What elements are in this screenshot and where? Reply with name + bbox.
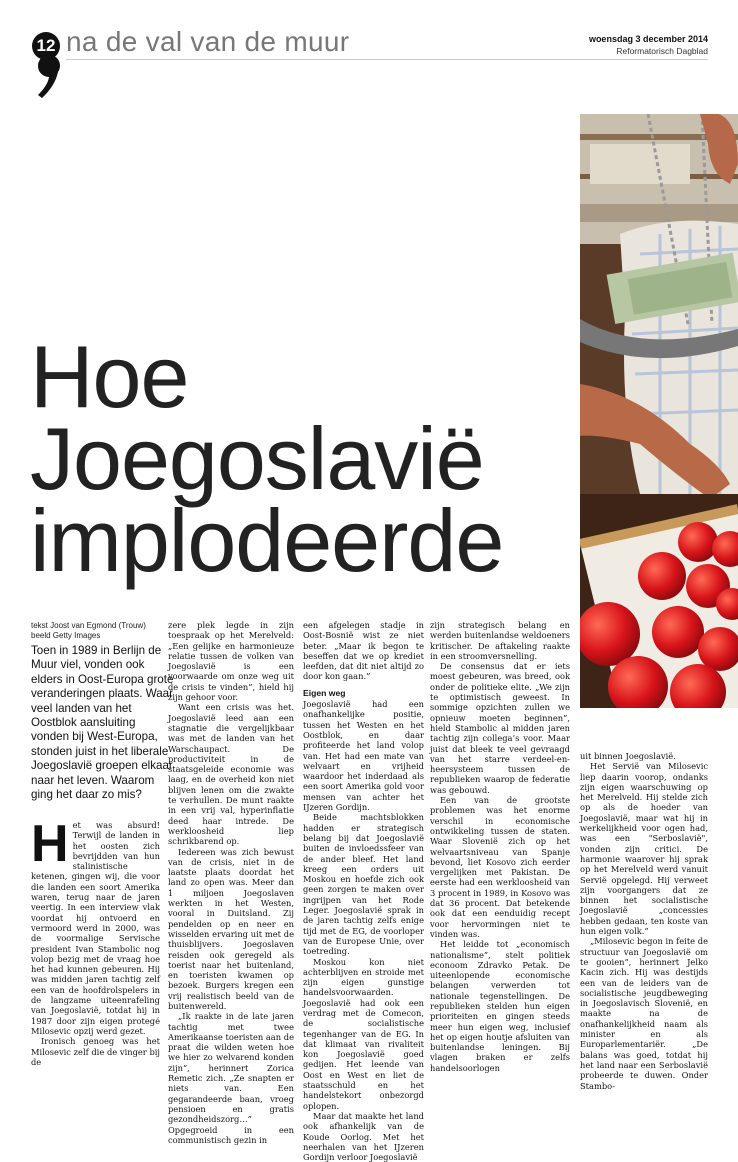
article-column-4: [430, 620, 570, 1073]
article-column-5: [580, 751, 708, 1091]
paragraph: Iedereen was zich bewust van de crisis, niet in de laatste plaats doordat het land zo open was. Meer dan 1 miljoen Joegoslaven werkten in het Westen, vooral in Duitsland. Zij pendelden op en neer en wisselden ervaring uit met de thuisblijvers. Joegoslaven reisden ook geregeld als toerist naar het buitenland, en toeristen kwamen op bezoek. Burgers kregen een vrij realistisch beeld van de buitenwereld.: [168, 846, 294, 1011]
dropcap: H: [31, 815, 69, 873]
paragraph: Het Servië van Milosevic liep daarin voorop, ondanks zijn eigen waarschuwing op het Merelveld. Hij stelde zich op als de hoeder van Joegoslavië, maar wat hij in werkelijkheid voor ogen had, was een "Serboslavië", vonden zijn critici. De harmonie waarover hij sprak op het Merelveld werd vanuit Servië opgelegd. Hij verweet zijn voorgangers dat ze binnen het socialistische Joegoslavië „concessies hebben gedaan, ten koste van hun eigen volk.”: [580, 761, 708, 937]
market-tomatoes-photo: [580, 114, 738, 708]
article-column-2: [168, 620, 294, 1145]
article-column-1: [31, 815, 160, 1067]
paragraph: „Milosevic begon in feite de structuur van Joegoslavië om te gooien”, herinnert Jelko Kacin zich. Hij was destijds een van de leiders van de socialistische jeugdbeweging in Joegoslavisch Slovenië, en maakte na de onafhankelijkheid naam als minister en als Europarlementariër. „De balans was goed, totdat hij het land naar een Serboslavië probeerde te duwen. Onder Stambo-: [580, 936, 708, 1091]
paragraph: uit binnen Joegoslavië.: [580, 751, 676, 761]
image-credit: beeld Getty Images: [31, 631, 101, 640]
subheading: Eigen weg: [303, 687, 346, 698]
paragraph: Beide machtsblokken hadden er strategisch belang bij dat Joegoslavië buiten de invloedssfeer van de ander bleef. Het land kreeg een orders uit Moskou en hoefde zich ook geen zorgen te maken over ingrijpen van het Rode Leger. Joegoslavië sprak in de jaren tachtig zelfs enige tijd met de EG, de voorloper van de Europese Unie, over toetreding.: [303, 812, 424, 957]
paragraph: Want een crisis was het. Joegoslavië leed aan een stagnatie die vergelijkbaar was met de landen van het Warschaupact. De productiviteit in de staatsgeleide economie was laag, en de overheid kon niet blijven lenen om die zwakte te verhullen. De munt raakte in een vrij val, hyperinflatie deed haar intrede. De werkloosheid liep schrikbarend op.: [168, 702, 294, 847]
newspaper-name: Reformatorisch Dagblad: [616, 46, 708, 56]
headline-line: Joegoslavië: [30, 409, 484, 508]
paragraph: et was absurd! Terwijl de landen in het oosten zich bevrijdden van hun stalinistische ketenen, gingen wij, die voor die landen een soort Amerika waren, terug naar de jaren veertig. In een interview vlak voordat hij ontvoerd en vermoord werd in 2000, was de voormalige Servische president Ivan Stambolic nog volop bezig met de vraag hoe het had kunnen gebeuren. Hij was midden jaren tachtig zelf een van de hoofdrolspelers in de langzame uiteenrafeling van Joegoslavië, totdat hij in 1987 door zijn eigen protegé Milosevic opzij werd gezet.: [31, 820, 160, 1036]
header-divider: [66, 59, 708, 60]
paragraph: De consensus dat er iets moest gebeuren, was breed, ook onder de politieke elite. „We zijn te optimistisch geweest. In sommige opzichten zullen we opnieuw moeten beginnen”, hield Stambolic al midden jaren tachtig zijn collega’s voor. Maar juist dat bleek te veel gevraagd van het starre verdeel-en-heersysteem tussen de republieken waarop de federatie was gebouwd.: [430, 661, 570, 795]
page-number: 12: [32, 32, 60, 60]
article-column-3: [303, 620, 424, 1162]
issue-date: woensdag 3 december 2014: [588, 34, 708, 44]
text-credit: tekst Joost van Egmond (Trouw): [31, 621, 146, 630]
paragraph: Een van de grootste problemen was het enorme verschil in economische ontwikkeling tussen de staten. Waar Slovenië zich op het welvaartsniveau van Spanje bevond, liet Kosovo zich eerder vergelijken met Pakistan. De eerste had een werkloosheid van 3 procent in 1989, in Kosovo was dat 36 procent. Dat betekende ook dat een eenduidig recept voor hervormingen niet te vinden was.: [430, 795, 570, 939]
article-intro: Toen in 1989 in Berlijn de Muur viel, vonden ook elders in Oost-Europa grote veranderingen plaats. Waar veel landen van het Oostblok aansluiting vonden bij West-Europa, stonden juist in het liberale Joegoslavië groepen elkaar naar het leven. Waarom ging het daar zo mis?: [31, 644, 174, 802]
headline-line: Hoe: [30, 327, 189, 426]
paragraph: „Ik raakte in de late jaren tachtig met twee Amerikaanse toeristen aan de praat die wilden weten hoe we hier zo welvarend konden zijn”, herinnert Zorica Remetic zich. „Ze snapten er niets van. Een gegarandeerde baan, vroeg pensioen en gratis gezondheidszorg…” Opgegroeid in een communistisch gezin in: [168, 1011, 294, 1145]
paragraph: Maar dat maakte het land ook afhankelijk van de Koude Oorlog. Met het neerhalen van het IJzeren Gordijn verloor Joegoslavië: [303, 1110, 424, 1162]
section-title: na de val van de muur: [66, 26, 350, 57]
paragraph: Het leidde tot „economisch nationalisme”, stelt politiek econoom Zdravko Petak. De uiteenlopende economische belangen verwerden tot nationale tegenstellingen. De republieken stelden hun eigen prioriteiten en gingen steeds meer hun eigen weg, inclusief het op eigen houtje afsluiten van buitenlandse leningen. Bij vlagen braken er zelfs handelsoorlogen: [430, 939, 570, 1073]
headline-line: implodeerde: [30, 491, 504, 590]
paragraph: zere plek legde in zijn toespraak op het Merelveld: „Een gelijke en harmonieuze relatie tussen de volken van Joegoslavië is een voorwaarde om onze weg uit de crisis te vinden”, hield hij zijn gehoor voor.: [168, 620, 294, 703]
comma-icon: [34, 52, 60, 98]
paragraph: Moskou kon niet achterblijven en stroide met zijn eigen gunstige handelsvoorwaarden. Joegoslavië had ook een verdrag met de Comecon, de socialistische tegenhanger van de EG. In dat klimaat van rivaliteit kon Joegoslavië goed gedijen. Het leende van Oost en West en liet de staatsschuld en het handelstekort onbezorgd oplopen.: [303, 956, 424, 1111]
paragraph: Ironisch genoeg was het Milosevic zelf die de vinger bij de: [31, 1036, 160, 1067]
paragraph: zijn strategisch belang en werden buitenlandse weldoeners kritischer. De aftakeling raakte in een stroomversnelling.: [430, 620, 570, 661]
headline: [30, 327, 570, 590]
paragraph: Joegoslavië had een onafhankelijke positie, tussen het Westen en het Oostblok, en daar profiteerde het land volop van. Het had een mate van welvaart en vrijheid waardoor het inderdaad als een soort Amerika gold voor mensen van achter het IJzeren Gordijn.: [303, 699, 424, 813]
paragraph: een afgelegen stadje in Oost-Bosnië wist ze niet beter. „Maar ik begon te beseffen dat we op krediet leefden, dat dit niet altijd zo door kon gaan.”: [303, 620, 424, 682]
